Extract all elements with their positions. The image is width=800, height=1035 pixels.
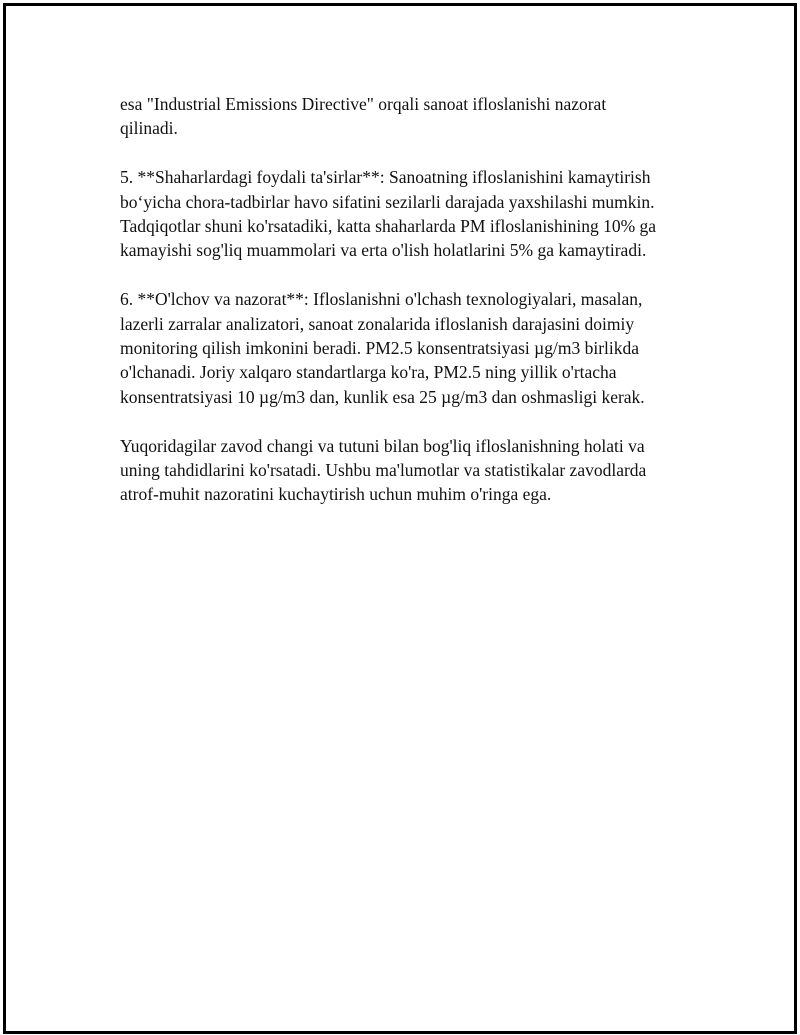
paragraph-directive-continuation <box>120 92 705 141</box>
paragraph-urban-benefits <box>120 165 705 263</box>
text-line: Yuqoridagilar zavod changi va tutuni bilan bog'liq ifloslanishning holati va <box>120 435 645 456</box>
text-line: 6. **O'lchov va nazorat**: Ifloslanishni o'lchash texnologiyalari, masalan, <box>120 289 643 310</box>
text-line: esa "Industrial Emissions Directive" orqali sanoat ifloslanishi nazorat <box>120 94 607 114</box>
paragraph-measurement-control <box>120 287 705 409</box>
text-line: o'lchanadi. Joriy xalqaro standartlarga ko'ra, PM2.5 ning yillik o'rtacha <box>120 362 617 383</box>
text-line: qilinadi. <box>120 118 178 139</box>
text-line: bo‘yicha chora-tadbirlar havo sifatini sezilarli darajada yaxshilashi mumkin. <box>120 191 655 212</box>
document-page <box>3 3 797 1034</box>
text-line: kamayishi sog'liq muammolari va erta o'lish holatlarini 5% ga kamaytiradi. <box>120 240 647 261</box>
text-line: uning tahdidlarini ko'rsatadi. Ushbu ma'lumotlar va statistikalar zavodlarda <box>120 460 647 481</box>
paragraph-conclusion <box>120 434 705 507</box>
document-body <box>120 92 705 531</box>
text-line: Tadqiqotlar shuni ko'rsatadiki, katta shaharlarda PM ifloslanishining 10% ga <box>120 216 657 237</box>
text-line: atrof-muhit nazoratini kuchaytirish uchun muhim o'ringa ega. <box>120 484 552 505</box>
text-line: konsentratsiyasi 10 µg/m3 dan, kunlik esa 25 µg/m3 dan oshmasligi kerak. <box>120 386 645 407</box>
text-line: monitoring qilish imkonini beradi. PM2.5 konsentratsiyasi µg/m3 birlikda <box>120 338 640 359</box>
text-line: lazerli zarralar analizatori, sanoat zonalarida ifloslanish darajasini doimiy <box>120 313 635 334</box>
text-line: 5. **Shaharlardagi foydali ta'sirlar**: Sanoatning ifloslanishini kamaytirish <box>120 167 651 188</box>
